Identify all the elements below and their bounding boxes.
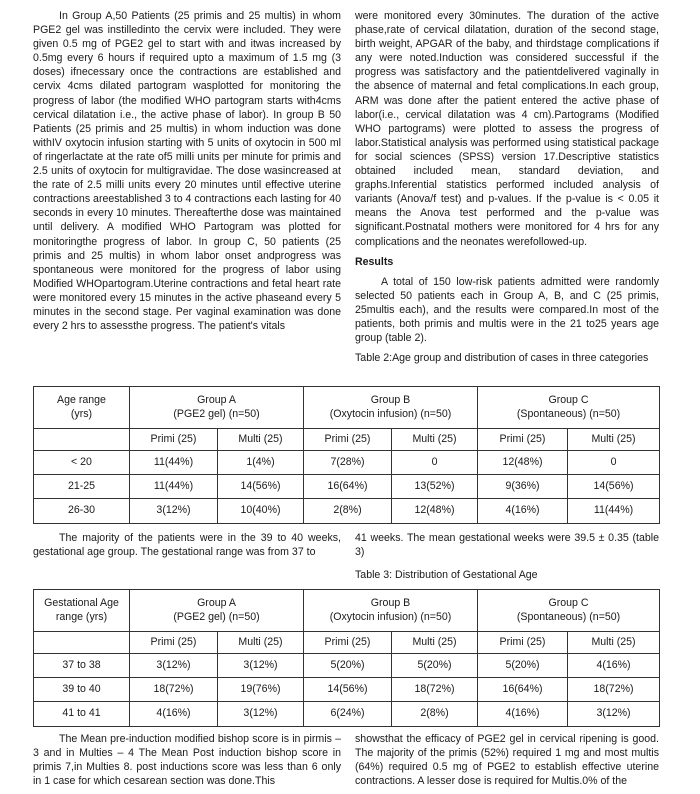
right-column-middle	[355, 531, 659, 582]
table-cell: 4(16%)	[568, 654, 660, 678]
results-heading: Results	[355, 255, 394, 268]
table-cell: 3(12%)	[218, 702, 304, 727]
table-cell: 16(64%)	[478, 678, 568, 702]
table-row	[34, 499, 660, 524]
table-cell: 3(12%)	[568, 702, 660, 727]
table-cell: 14(56%)	[568, 475, 660, 499]
left-column-middle	[33, 531, 341, 559]
row-label: 37 to 38	[34, 654, 130, 678]
table-cell: 2(8%)	[392, 702, 478, 727]
table3-gestational-age	[33, 589, 660, 727]
table-header-label: Age range (yrs)	[34, 387, 130, 429]
table-cell	[34, 429, 130, 451]
group-a-header: Group A (PGE2 gel) (n=50)	[130, 590, 304, 632]
bishop-score-paragraph: The Mean pre-induction modified bishop score is in pirmis – 3 and in Multies – 4 The Mean Post induction bishop score in primis 7,in Multies 8. post inductions score was less than 6 only in 1 case for which cesarean section was done.This	[33, 733, 341, 788]
table-cell: 3(12%)	[130, 499, 218, 524]
methods-continued-paragraph: were monitored every 30minutes. The duration of the active phase,rate of cervical dilatation, duration of the second stage, birth weight, APGAR of the baby, and thirdstage complications if any were noted.Induction was considered successful if the progress was satisfactory and the patientdelivered vaginally in the absence of maternal and fetal complications.In each group, ARM was done after the patient entered the active phase of labor(i.e., cervical dilatation was 4 cm).Partograms (Modified WHO partograms) were plotted to assess the progress of labor.Statistical analysis was performed using statistical package for social sciences (SPSS) version 17.Descriptive statistics obtained included mean, standard deviation, and graphs.Inferential statistics performed included analysis of variants (Anova/f test) and p-values. If the p-value is < 0.05 it means the Anova test performed and the p-value was significant.Postnatal mothers were monitored for 4 hrs for any complications and the neonates werefollowed-up.	[355, 10, 659, 248]
group-c-header: Group C (Spontaneous) (n=50)	[478, 387, 660, 429]
table-row	[34, 678, 660, 702]
table-subheader: Primi (25)	[130, 429, 218, 451]
table2-caption: Table 2:Age group and distribution of cases in three categories	[355, 352, 649, 365]
row-label: 41 to 41	[34, 702, 130, 727]
row-label: 39 to 40	[34, 678, 130, 702]
table3-caption: Table 3: Distribution of Gestational Age	[355, 569, 538, 582]
table-subheader: Multi (25)	[392, 632, 478, 654]
table-cell	[34, 632, 130, 654]
table-header-label: Gestational Age range (yrs)	[34, 590, 130, 632]
table-cell: 3(12%)	[218, 654, 304, 678]
table-subheader-row	[34, 429, 660, 451]
table-subheader: Primi (25)	[478, 429, 568, 451]
table-subheader: Multi (25)	[392, 429, 478, 451]
left-column-top	[33, 9, 341, 333]
results-paragraph: A total of 150 low-risk patients admitted were randomly selected 50 patients each in Group A, B, and C (25 primis, 25multis each), and the results were compared.In most of the patients, both primis and multis were in the 21 to25 years age group (table 2).	[355, 275, 659, 345]
group-b-header: Group B (Oxytocin infusion) (n=50)	[304, 387, 478, 429]
table-row	[34, 451, 660, 475]
right-column-bottom	[355, 732, 659, 788]
bishop-score-continued-paragraph: showsthat the efficacy of PGE2 gel in cervical ripening is good. The majority of the primis (52%) required 1 mg and most multis (64%) required 0.5 mg of PGE2 to establish effective uterine contractions. A lesser dose is required for Multis.0% of the	[355, 733, 659, 788]
table-row	[34, 654, 660, 678]
left-column-bottom	[33, 732, 341, 788]
table-cell: 18(72%)	[392, 678, 478, 702]
table-subheader-row	[34, 632, 660, 654]
table-cell: 7(28%)	[304, 451, 392, 475]
table-cell: 12(48%)	[392, 499, 478, 524]
group-a-header: Group A (PGE2 gel) (n=50)	[130, 387, 304, 429]
table-cell: 3(12%)	[130, 654, 218, 678]
table-cell: 1(4%)	[218, 451, 304, 475]
table-subheader: Primi (25)	[304, 632, 392, 654]
table-subheader: Multi (25)	[568, 632, 660, 654]
table-cell: 4(16%)	[130, 702, 218, 727]
table-cell: 11(44%)	[130, 475, 218, 499]
table-cell: 4(16%)	[478, 499, 568, 524]
table-cell: 4(16%)	[478, 702, 568, 727]
table-cell: 13(52%)	[392, 475, 478, 499]
table-subheader: Multi (25)	[218, 632, 304, 654]
table-cell: 2(8%)	[304, 499, 392, 524]
table-cell: 19(76%)	[218, 678, 304, 702]
table-cell: 12(48%)	[478, 451, 568, 475]
table-cell: 18(72%)	[568, 678, 660, 702]
group-b-header: Group B (Oxytocin infusion) (n=50)	[304, 590, 478, 632]
table-subheader: Primi (25)	[130, 632, 218, 654]
table-cell: 5(20%)	[304, 654, 392, 678]
row-label: 26-30	[34, 499, 130, 524]
row-label: < 20	[34, 451, 130, 475]
table2-age-distribution	[33, 386, 660, 524]
table-cell: 9(36%)	[478, 475, 568, 499]
gestational-paragraph: The majority of the patients were in the 39 to 40 weeks, gestational age group. The gestational range was from 37 to	[33, 532, 341, 559]
right-column-top	[355, 9, 659, 365]
table-subheader: Primi (25)	[478, 632, 568, 654]
row-label: 21-25	[34, 475, 130, 499]
table-cell: 6(24%)	[304, 702, 392, 727]
table-cell: 0	[568, 451, 660, 475]
table-cell: 18(72%)	[130, 678, 218, 702]
table-cell: 0	[392, 451, 478, 475]
table-header-row	[34, 387, 660, 429]
table-row	[34, 702, 660, 727]
table-cell: 14(56%)	[218, 475, 304, 499]
table-cell: 5(20%)	[478, 654, 568, 678]
table-cell: 5(20%)	[392, 654, 478, 678]
table-cell: 11(44%)	[568, 499, 660, 524]
table-subheader: Multi (25)	[568, 429, 660, 451]
table-cell: 10(40%)	[218, 499, 304, 524]
gestational-continued-paragraph: 41 weeks. The mean gestational weeks were 39.5 ± 0.35 (table 3)	[355, 532, 659, 559]
table-subheader: Multi (25)	[218, 429, 304, 451]
table-cell: 14(56%)	[304, 678, 392, 702]
table-subheader: Primi (25)	[304, 429, 392, 451]
group-c-header: Group C (Spontaneous) (n=50)	[478, 590, 660, 632]
methods-paragraph: In Group A,50 Patients (25 primis and 25 multis) in whom PGE2 gel was instilledinto the cervix were included. They were given 0.5 mg of PGE2 gel to start with and itwas increased by 0.5mg every 6 hours if required upto a maximum of 1.5 mg (3 doses) ifnecessary once the contractions are established and cervix 4cms dilated partogram wasplotted for monitoring the progress of labor (the modified WHO partogram starts with4cms cervical dilatation i.e., the active phase of labor). In group B 50 Patients (25 primis and 25 multis) in whom induction was done withIV oxytocin infusion starting with 5 units of oxytocin in 500 ml of ringerlactate at the rate of5 milli units per minute for primis and 2.5 units of oxytocin for multigravidae. The dose wasincreased at the rate of 2.5 milli units every 20 minutes until effective uterine contractions areestablished 3 to 4 contractions each lasting for 40 seconds in every 10 minutes. Thereafterthe dose was maintained until delivery. A modified WHO Partogram was plotted for monitoringthe progress of labor. In group C, 50 patients (25 primis and 25 multis) in whom labor onset andprogress was spontaneous were monitored for the progress of labor using Modified WHOpartogram.Uterine contractions and fetal heart rate were monitored every 15 minutes in the active phaseand every 5 minutes in the second stage. Per vaginal examination was done every 2 hrs to assessthe progress. The patient's vitals	[33, 10, 341, 333]
table-cell: 16(64%)	[304, 475, 392, 499]
table-row	[34, 475, 660, 499]
table-header-row	[34, 590, 660, 632]
table-cell: 11(44%)	[130, 451, 218, 475]
